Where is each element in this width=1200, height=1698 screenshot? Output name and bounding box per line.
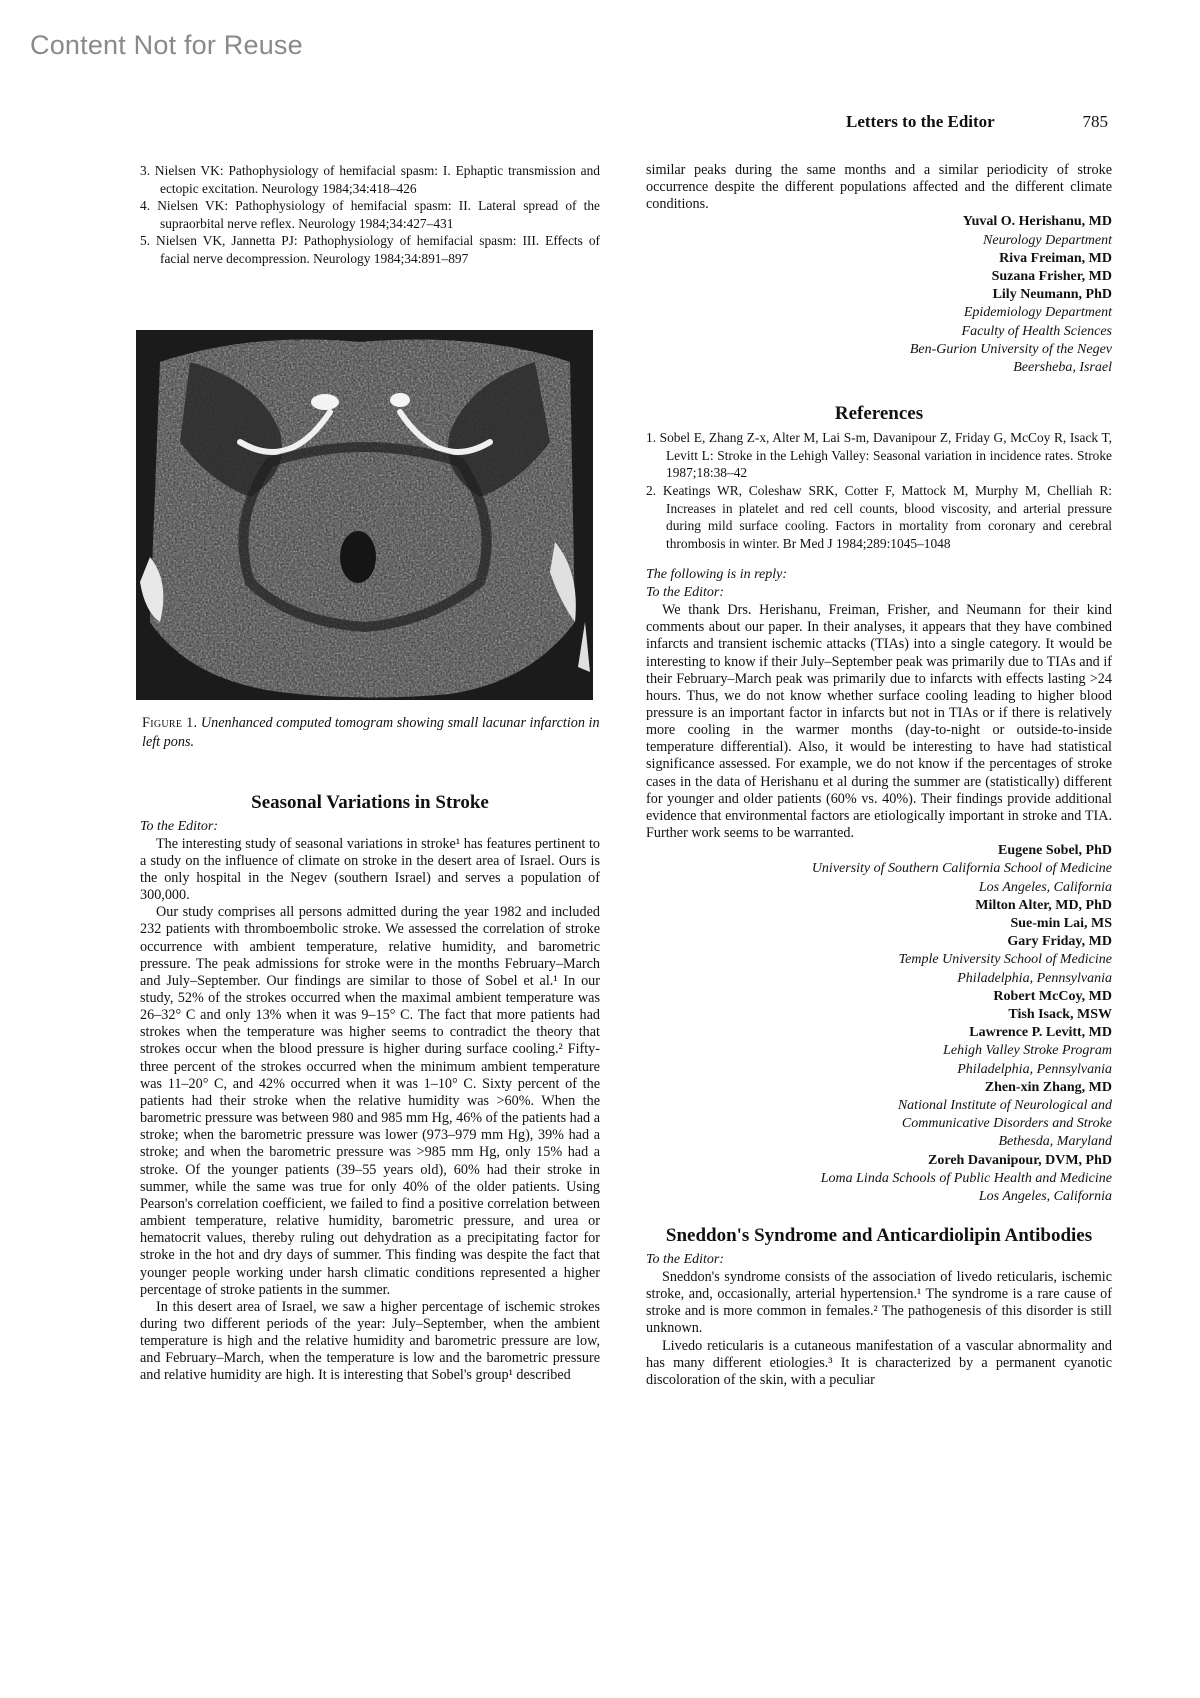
signature-line: Riva Freiman, MD	[999, 250, 1112, 266]
signature-line: Los Angeles, California	[978, 879, 1112, 895]
signature-line: Lehigh Valley Stroke Program	[943, 1043, 1112, 1059]
ct-scan-figure	[130, 322, 593, 700]
signature-line: Epidemiology Department	[963, 305, 1112, 321]
running-head	[846, 112, 1116, 132]
signature-line: Yuval O. Herishanu, MD	[962, 214, 1112, 230]
signature-line: Philadelphia, Pennsylvania	[957, 1061, 1112, 1077]
signature-line: Faculty of Health Sciences	[961, 323, 1112, 339]
right-column	[646, 162, 1112, 1389]
signature-line: Tish Isack, MSW	[1008, 1007, 1112, 1023]
signature-line: National Institute of Neurological and	[897, 1098, 1112, 1114]
signature-line: Suzana Frisher, MD	[991, 269, 1112, 285]
watermark: Content Not for Reuse	[30, 30, 303, 60]
signature-line: Robert McCoy, MD	[993, 988, 1112, 1004]
figure-caption-text: Unenhanced computed tomogram showing small lacunar infarction in left pons.	[142, 715, 600, 750]
reply-signature	[646, 842, 1112, 1206]
figure-caption	[142, 714, 602, 752]
reference-item: 5. Nielsen VK, Jannetta PJ: Pathophysiology of hemifacial spasm: III. Effects of facial nerve decompression. Neurology 1984;34:891–897	[140, 233, 600, 266]
signature-line: Zhen-xin Zhang, MD	[984, 1079, 1112, 1095]
signature-line: Temple University School of Medicine	[898, 952, 1112, 968]
reply-paragraph: We thank Drs. Herishanu, Freiman, Frisher, and Neumann for their kind comments about our paper. In their analyses, it appears that they have combined infarcts and transient ischemic attacks (TIAs) into a single category. It would be interesting to know if their July–September peak was primarily due to TIAs and if their February–March peak was primarily due to infarcts with effects lasting >24 hours. Thus, we do not know whether surface cooling leading to higher blood pressure is an important factor in infarcts but not in TIAs or if there is relatively more cooling in the warmer months (day-to-night or outside-to-inside temperature differential). Also, it would be interesting to have had statistical significance assessed. For example, we do not know if the percentages of stroke cases in the data of Herishanu et al during the summer are (statistically) different for younger and older patients (60% vs. 40%). Their findings provide additional evidence that environmental factors are etiologically important in stroke and TIA. Further work seems to be warranted.	[646, 602, 1112, 842]
signature-line: Sue-min Lai, MS	[1010, 916, 1112, 932]
paragraph: In this desert area of Israel, we saw a higher percentage of ischemic strokes during two different periods of the year: July–September, when the ambient temperature is high and the relative humidity and barometric pressure are low, and February–March, when the temperature is low and the barometric pressure and relative humidity are high. It is interesting that Sobel's group¹ described	[140, 1298, 600, 1384]
signature-line: Beersheba, Israel	[1013, 360, 1112, 376]
reference-item: 2. Keatings WR, Coleshaw SRK, Cotter F, Mattock M, Murphy M, Chelliah R: Increases in platelet and red cell counts, blood viscosity, and arterial pressure during mild surface cooling. Factors in mortality from coronary and cerebral thrombosis in winter. Br Med J 1984;289:1045–1048	[646, 483, 1112, 551]
left-column-top	[140, 162, 600, 268]
signature-line: Bethesda, Maryland	[998, 1134, 1112, 1150]
figure-label: Figure 1.	[142, 715, 198, 731]
salutation: To the Editor:	[646, 1252, 725, 1268]
references-heading: References	[834, 403, 924, 425]
salutation: To the Editor:	[140, 819, 219, 834]
references-list	[646, 429, 1112, 552]
signature-line: University of Southern California School of Medicine	[811, 861, 1112, 877]
reply-intro: The following is in reply:	[646, 567, 788, 583]
paragraph: The interesting study of seasonal variations in stroke¹ has features pertinent to a study on the influence of climate on stroke in the desert area of Israel. Ours is the only hospital in the Negev (southern Israel) and serves a population of 300,000.	[140, 835, 600, 904]
paragraph-continued: similar peaks during the same months and a similar periodicity of stroke occurrence despite the different populations affected and the different climate conditions.	[646, 162, 1112, 213]
letter-signature	[646, 213, 1112, 377]
running-head-title: Letters to the Editor	[846, 112, 995, 131]
previous-letter-references	[140, 162, 600, 268]
letter-title: Sneddon's Syndrome and Anticardiolipin Antibodies	[665, 1225, 1093, 1247]
signature-line: Zoreh Davanipour, DVM, PhD	[928, 1152, 1112, 1168]
paragraph: Sneddon's syndrome consists of the association of livedo reticularis, ischemic stroke, and, occasionally, arterial hypertension.¹ The syndrome is a rare cause of stroke and is more common in females.² The pathogenesis of this disorder is still unknown.	[646, 1268, 1112, 1337]
signature-line: Lawrence P. Levitt, MD	[969, 1025, 1112, 1041]
signature-line: Los Angeles, California	[978, 1189, 1112, 1205]
signature-line: Philadelphia, Pennsylvania	[957, 970, 1112, 986]
ct-scan-image	[130, 322, 593, 700]
salutation: To the Editor:	[646, 585, 725, 601]
signature-line: Ben-Gurion University of the Negev	[909, 341, 1112, 357]
signature-line: Communicative Disorders and Stroke	[901, 1116, 1112, 1132]
paragraph: Our study comprises all persons admitted during the year 1982 and included 232 patients with thromboembolic stroke. We assessed the correlation of stroke occurrence with ambient temperature, relative humidity, and barometric pressure. The peak admissions for stroke were in the months February–March and July–September. Our findings are similar to those of Sobel et al.¹ In our study, 52% of the strokes occurred when the maximal ambient temperature was 26–32° C and only 13% when it was 9–15° C. The fact that more patients had strokes when the temperature was higher seems to contradict the theory that strokes occur when the blood pressure is higher during surface cooling.² Fifty-three percent of the strokes occurred when the minimum ambient temperature was 11–20° C, and 42% occurred when it was 1–10° C. Sixty percent of the patients had their stroke when the relative humidity was >60%. When the barometric pressure was between 980 and 985 mm Hg, 46% of the patients had a stroke; when the barometric pressure was lower (973–979 mm Hg), 39% had a stroke; and when the barometric pressure was >985 mm Hg, only 15% had a stroke. Of the younger patients (39–55 years old), 60% had their stroke in summer, while the same was true for only 40% of the older patients. Using Pearson's correlation coefficient, we failed to find a positive correlation between ambient temperature, relative humidity, barometric pressure, and urea or hematocrit values, thereby ruling out dehydration as a precipitating factor for stroke in the hot and dry days of summer. This finding was despite the fact that younger people working under harsh climatic conditions represented a higher percentage of stroke patients in the summer.	[140, 904, 600, 1298]
paragraph: Livedo reticularis is a cutaneous manifestation of a vascular abnormality and has many different etiologies.³ It is characterized by a permanent cyanotic discoloration of the skin, with a peculiar	[646, 1337, 1112, 1388]
signature-line: Gary Friday, MD	[1007, 934, 1112, 950]
reference-item: 4. Nielsen VK: Pathophysiology of hemifacial spasm: II. Lateral spread of the supraorbital nerve reflex. Neurology 1984;34:427–431	[140, 198, 600, 231]
reference-item: 1. Sobel E, Zhang Z-x, Alter M, Lai S-m, Davanipour Z, Friday G, McCoy R, Isack T, Levitt L: Stroke in the Lehigh Valley: Seasonal variation in incidence rates. Stroke 1987;18:38–42	[646, 430, 1112, 481]
letter-seasonal-variations	[140, 792, 600, 1385]
page-number: 785	[1082, 112, 1108, 131]
signature-line: Lily Neumann, PhD	[992, 287, 1112, 303]
signature-line: Eugene Sobel, PhD	[998, 843, 1112, 859]
signature-line: Milton Alter, MD, PhD	[975, 897, 1112, 913]
signature-line: Neurology Department	[983, 232, 1112, 248]
letter-title: Seasonal Variations in Stroke	[251, 792, 489, 813]
signature-line: Loma Linda Schools of Public Health and Medicine	[820, 1170, 1112, 1186]
reference-item: 3. Nielsen VK: Pathophysiology of hemifacial spasm: I. Ephaptic transmission and ectopic excitation. Neurology 1984;34:418–426	[140, 163, 600, 196]
